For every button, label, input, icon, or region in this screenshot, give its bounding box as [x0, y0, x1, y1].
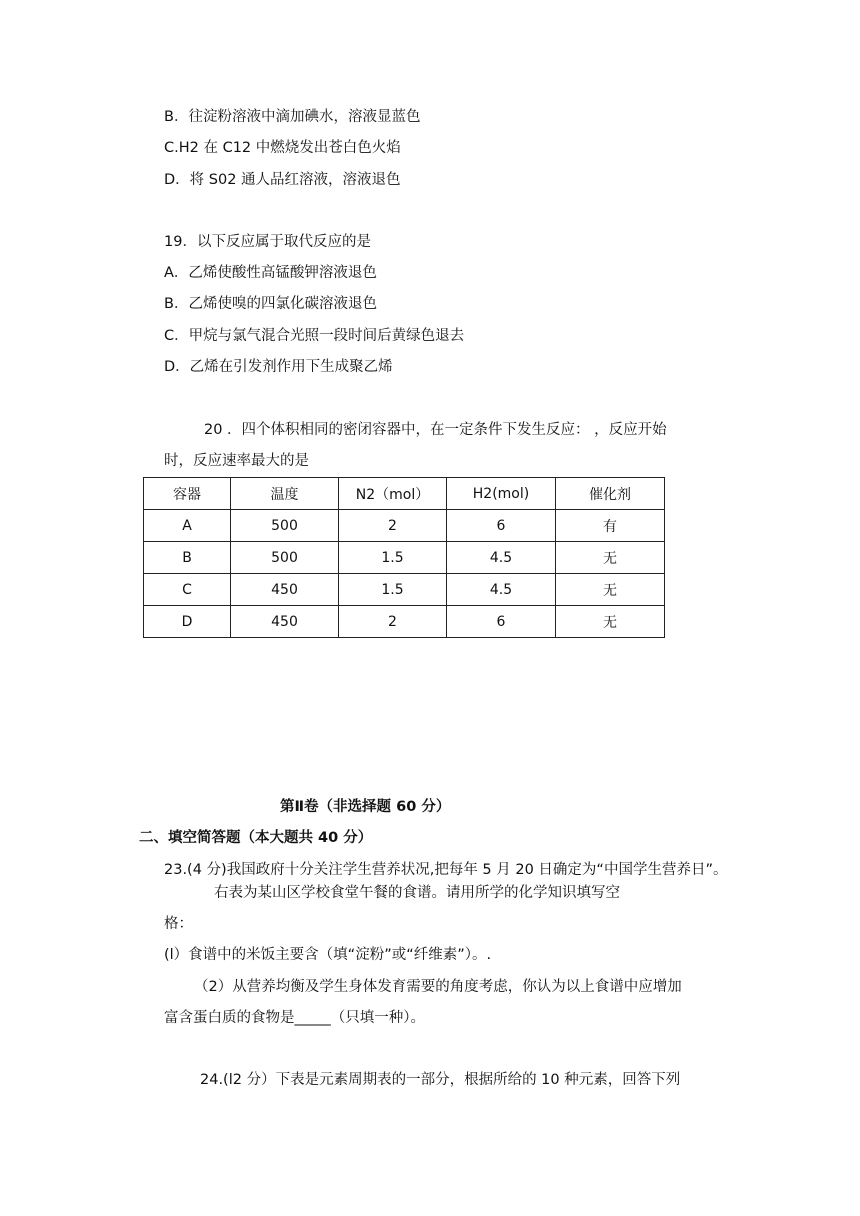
reaction-conditions-table: [143, 477, 665, 638]
header-cell: 催化剂: [556, 478, 665, 510]
section2-title: 二、填空简答题（本大题共 40 分）: [139, 830, 373, 846]
table-cell: 4.5: [447, 542, 556, 574]
q24-line1: 24.(l2 分）下表是元素周期表的一部分，根据所给的 10 种元素，回答下列: [200, 1072, 681, 1088]
table-cell: 1.5: [339, 574, 447, 606]
q23-line3: 格：: [164, 916, 193, 932]
header-cell: H2(mol): [447, 478, 556, 510]
q19-option-d: D．乙烯在引发剂作用下生成聚乙烯: [164, 359, 393, 375]
table-cell: B: [144, 542, 231, 574]
q23-part2-line2: 富含蛋白质的食物是_____（只填一种）。: [164, 1010, 425, 1026]
q23-part1: (l）食谱中的米饭主要含（填“淀粉”或“纤维素”）。.: [164, 947, 492, 963]
table-cell: D: [144, 606, 231, 638]
q18-option-b: B．往淀粉溶液中滴加碘水，溶液显蓝色: [164, 109, 421, 125]
table-cell: 4.5: [447, 574, 556, 606]
q20-stem-line1: 20 ．四个体积相同的密闭容器中，在一定条件下发生反应： ，反应开始: [204, 422, 667, 438]
q18-option-c: C.H2 在 C12 中燃烧发出苍白色火焰: [164, 140, 401, 156]
q19-stem: 19．以下反应属于取代反应的是: [164, 234, 371, 250]
q23-line2: 右表为某山区学校食堂午餐的食谱。请用所学的化学知识填写空: [214, 885, 620, 901]
table-row: [144, 510, 665, 542]
table-row: [144, 574, 665, 606]
table-cell: 1.5: [339, 542, 447, 574]
table-row: [144, 542, 665, 574]
table-cell: 500: [231, 510, 339, 542]
header-cell: N2（mol）: [339, 478, 447, 510]
table-row: [144, 606, 665, 638]
table-cell: 无: [556, 574, 665, 606]
part2-title: 第Ⅱ卷（非选择题 60 分）: [280, 799, 451, 815]
q19-option-b: B．乙烯使嗅的四氯化碳溶液退色: [164, 296, 377, 312]
table-cell: 6: [447, 510, 556, 542]
table-cell: A: [144, 510, 231, 542]
table-cell: 6: [447, 606, 556, 638]
table-cell: 450: [231, 606, 339, 638]
q19-option-a: A．乙烯使酸性高锰酸钾溶液退色: [164, 265, 377, 281]
table-cell: 500: [231, 542, 339, 574]
table-cell: C: [144, 574, 231, 606]
q23-line1: 23.(4 分)我国政府十分关注学生营养状况,把每年 5 月 20 日确定为“中国学生营养日”。: [164, 862, 728, 878]
header-cell: 温度: [231, 478, 339, 510]
q23-part2-line1: （2）从营养均衡及学生身体发育需要的角度考虑，你认为以上食谱中应增加: [194, 979, 682, 995]
q19-option-c: C．甲烷与氯气混合光照一段时间后黄绿色退去: [164, 328, 465, 344]
q20-stem-line2: 时，反应速率最大的是: [164, 453, 309, 469]
table-header-row: [144, 478, 665, 510]
table-cell: 有: [556, 510, 665, 542]
table-cell: 2: [339, 606, 447, 638]
table-cell: 450: [231, 574, 339, 606]
table-cell: 2: [339, 510, 447, 542]
table-cell: 无: [556, 542, 665, 574]
table-cell: 无: [556, 606, 665, 638]
header-cell: 容器: [144, 478, 231, 510]
q18-option-d: D．将 S02 通人品红溶液，溶液退色: [164, 172, 401, 188]
